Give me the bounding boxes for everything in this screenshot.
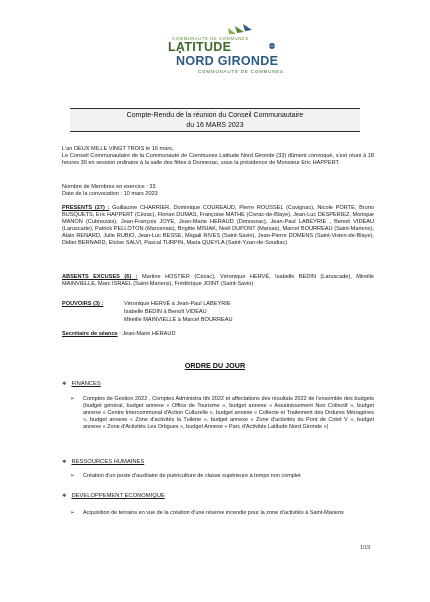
diamond-bullet-icon: ❖ <box>62 381 67 387</box>
latitude-nord-gironde-logo <box>140 22 315 77</box>
convocation-date: Date de la convocation : 10 mars 2023 <box>62 191 158 197</box>
present-list: Guillaume CHARRIER, Dominique COUREAUD, Pierre ROUSSEL (Cavignac), Nicole PORTE, Bruno BUSQUETS, Eric HAPPERT (Cézac), Florian DUMAS, Françoise MATHE (Civrac-de-Blaye), Jean-Luc DESPERIEZ, Monique MANON (Cubnezais), Jean-François JOYE, Jean-Marie HERAUD (Donnezac), Jean-Paul LABEYRIE , Benoit VIDEAU (Laruscade), Patrick PELLOTON (Marcenais), Brigitte MISIAK, Noël DUPONT (Marsas), Marcel BOURREAU (Saint-Mariens), Alain RENARD, Julie RUBIO, Jean-Luc BESSE, Magali RIVES (Saint-Savin), Jean-Pierre DOMENS (Saint-Vivien-de-Blaye), Didier BERNARD, Eloïse SALVI, Pascal TURPIN, Maria QUEYLA (Saint-Yzan-de-Soudiac) <box>62 205 374 247</box>
logo-word-nord-gironde: NORD GIRONDE <box>176 54 279 68</box>
section-developpement-economique <box>62 493 165 499</box>
proxy-item: Mireille MAINVIELLE à Marcel BOURREAU <box>124 317 233 323</box>
secretary-name: : Jean-Marie HERAUD <box>117 331 176 337</box>
intro-date: L'an DEUX MILLE VINGT TROIS le 16 mars, <box>62 146 174 152</box>
document-date: du 16 MARS 2023 <box>186 121 244 129</box>
page-number: 1/19 <box>360 545 371 551</box>
absent-label: ABSENTS EXCUSES (6) : <box>62 274 138 280</box>
section-label: FINANCES <box>71 381 101 387</box>
diamond-bullet-icon: ❖ <box>62 459 67 465</box>
agenda-item-text: Comptes de Gestion 2022 , Comptes Administra tifs 2022 et affectations des résultats 2022 de l'ensemble des budgets (budget général, budget annexe « Office de Tourisme », budget annexe « Assainissement Non Collectif », budget annexe « Centre Intercommunal d'Action Culturelle », budget annexe « Collecte et Traitement des Ordures Ménagères », budget annexe « Zone d'activités la Tuilerie », budget annexe « Zone d'activités du Pont de Cotet V », budget annexe « Zone d'Activités Les Ortigues », budget Annexe « Parc d'Activités Latitude Nord Gironde ») <box>83 396 374 430</box>
section-label: DEVELOPPEMENT ECONOMIQUE <box>71 493 165 499</box>
logo-tagline: COMMUNAUTÉ DE COMMUNES <box>172 36 249 41</box>
secretary-label: Secrétaire de séance <box>62 331 118 337</box>
proxies-label: POUVOIRS (3) : <box>62 301 104 307</box>
section-label: RESSOURCES HUMAINES <box>71 459 145 465</box>
section-ressources-humaines <box>62 459 144 465</box>
agenda-item-text: Création d'un poste d'auxiliaire de puériculture de classe supérieure à temps non complet <box>83 473 301 479</box>
proxy-item: Isabelle BEDIN à Benoît VIDEAU <box>124 309 207 315</box>
agenda-item-developpement <box>72 510 374 517</box>
agenda-title: ORDRE DU JOUR <box>184 361 246 370</box>
logo-word-latitude: LATITUDE <box>168 40 232 54</box>
arrow-bullet-icon: ➢ <box>70 396 75 402</box>
arrow-bullet-icon: ➢ <box>70 473 75 479</box>
section-finances <box>62 381 101 387</box>
present-members <box>62 205 374 248</box>
logo-subtitle: COMMUNAUTÉ DE COMMUNES <box>198 69 284 74</box>
absent-members <box>62 274 374 288</box>
agenda-item-finances <box>72 396 374 431</box>
document-title-band <box>70 108 360 132</box>
agenda-item-rh <box>72 473 374 480</box>
absent-list: Martine HOSTIER (Cézac), Véronique HERVÉ, Isabelle BEDIN (Laruscade), Mireille MAINVIELLE, Marc ISRAEL (Saint-Mariens), Frédérique JOINT (Saint-Savin) <box>62 274 374 288</box>
present-label: PRESENTS (27) : <box>62 205 110 211</box>
members-in-office: Nombre de Membres en exercice : 33 <box>62 184 156 190</box>
diamond-bullet-icon: ❖ <box>62 493 67 499</box>
intro-paragraph: Le Conseil Communautaire de la Communauté de Communes Latitude Nord Gironde (33) dûment convoqué, s'est réuni à 18 heures 30 en session ordinaire à la salle des fêtes à Donnezac, sous la présidence de Monsieur Eric HAPPERT. <box>62 153 374 167</box>
arrow-bullet-icon: ➢ <box>70 510 75 516</box>
agenda-item-text: Acquisition de terrains en vue de la création d'une réserve incendie pour la zone d'activités à Saint-Mariens <box>83 510 344 516</box>
session-secretary <box>62 331 176 338</box>
document-title: Compte-Rendu de la réunion du Conseil Communautaire <box>126 112 304 119</box>
proxy-item: Véronique HERVÉ à Jean-Paul LABEYRIE <box>124 301 231 307</box>
